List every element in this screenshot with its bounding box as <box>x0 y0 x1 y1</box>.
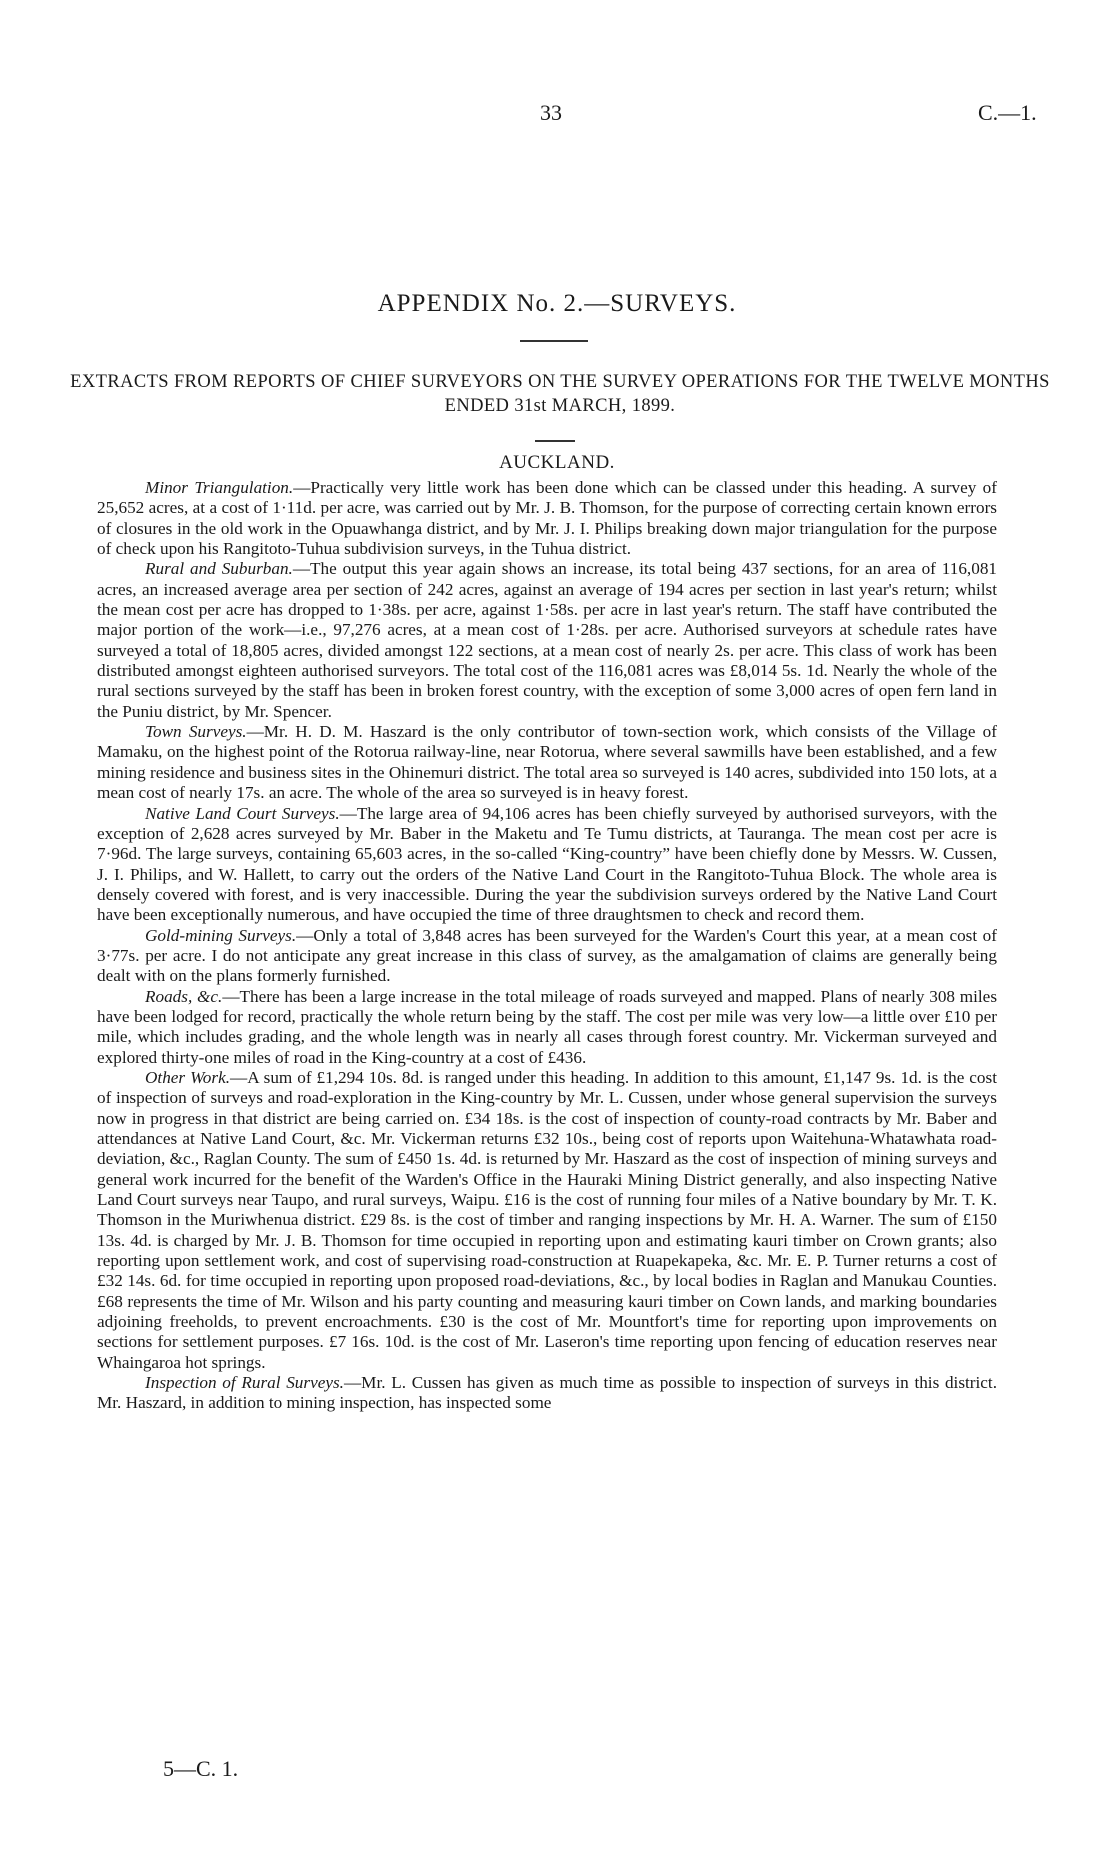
paragraph-heading: Other Work. <box>145 1067 231 1087</box>
paragraph-heading: Roads, &c. <box>145 986 223 1006</box>
region-heading: AUCKLAND. <box>499 452 615 473</box>
paragraph <box>97 987 997 1068</box>
paragraph-text: —Mr. H. D. M. Haszard is the only contributor of town-section work, which consists of the Village of Mamaku, on the highest point of the Rotorua railway-line, near Rotorua, where several sawmills have been established, and a few mining residence and business sites in the Ohinemuri district. The total area so surveyed is 140 acres, subdivided into 150 lots, at a mean cost of nearly 17s. an acre. The whole of the area so surveyed is in heavy forest. <box>97 722 998 803</box>
body-text <box>97 478 997 1414</box>
paragraph-text: —The large area of 94,106 acres has been chiefly surveyed by authorised surveyors, with the exception of 2,628 acres surveyed by Mr. Baber in the Maketu and Te Tumu districts, at Tauranga. The mean cost per acre is 7·96d. The large surveys, containing 65,603 acres, in the so-called “King-country” have been chiefly done by Messrs. W. Cussen, J. I. Philips, and W. Hallett, to carry out the orders of the Native Land Court in the Rangitoto-Tuhua Block. The whole area is densely covered with forest, and is very inaccessible. During the year the subdivision surveys ordered by the Native Land Court have been exceptionally numerous, and have occupied the time of three draughtsmen to check and record them. <box>97 803 997 925</box>
paragraph-text: —The output this year again shows an increase, its total being 437 sections, for an area of 116,081 acres, an increased average area per section of 242 acres, against an average of 194 acres per section in last year's return; whilst the mean cost per acre has dropped to 1·38s. per acre, against 1·58s. per acre in last year's return. The staff have contributed the major portion of the work—i.e., 97,276 acres, at a mean cost of 1·28s. per acre. Authorised surveyors at schedule rates have surveyed a total of 18,805 acres, divided amongst 122 sections, at a mean cost of nearly 2s. per acre. This class of work has been distributed amongst eighteen authorised surveyors. The total cost of the 116,081 acres was £8,014 5s. 1d. Nearly the whole of the rural sections surveyed by the staff has been in broken forest country, with the exception of some 3,000 acres of open fern land in the Puniu district, by Mr. Spencer. <box>97 559 998 721</box>
paragraph <box>97 926 997 987</box>
paragraph-text: —There has been a large increase in the total mileage of roads surveyed and mapped. Plans of nearly 308 miles have been lodged for record, practically the whole return being by the staff. The cost per mile was very low—a little over £10 per mile, which includes grading, and the whole length was in nearly all cases through forest country. Mr. Vickerman surveyed and explored thirty-one miles of road in the King-country at a cost of £436. <box>97 986 998 1067</box>
paragraph <box>97 559 997 722</box>
paragraph-heading: Native Land Court Surveys. <box>145 803 340 823</box>
paragraph <box>97 478 997 559</box>
paragraph-heading: Gold-mining Surveys. <box>145 925 297 945</box>
paragraph <box>97 722 997 803</box>
paragraph <box>97 1068 997 1373</box>
page-signature: 5—C. 1. <box>163 1756 239 1781</box>
paragraph-heading: Inspection of Rural Surveys. <box>145 1373 344 1393</box>
paragraph-text: —Mr. L. Cussen has given as much time as possible to inspection of surveys in this district. Mr. Haszard, in addition to mining inspection, has inspected some <box>97 1373 998 1413</box>
paragraph-text: —Practically very little work has been done which can be classed under this heading. A survey of 25,652 acres, at a cost of 1·11d. per acre, was carried out by Mr. J. B. Thomson, for the purpose of correcting certain known errors of closures in the old work in the Opuawhanga district, and by Mr. J. I. Philips breaking down major triangulation for the purpose of check upon his Rangitoto-Tuhua subdivision surveys, in the Tuhua district. <box>97 478 997 559</box>
divider <box>535 440 575 442</box>
page-number: 33 <box>540 100 562 125</box>
paragraph-text: —A sum of £1,294 10s. 8d. is ranged under this heading. In addition to this amount, £1,147 9s. 1d. is the cost of inspection of surveys and road-exploration in the King-country by Mr. L. Cussen, under whose general supervision the surveys now in progress in that district are being carried on. £34 18s. is the cost of inspection of county-road contracts by Mr. Baber and attendances at Native Land Court, &c. Mr. Vickerman returns £32 10s., being cost of reports upon Waitehuna-Whatawhata road-deviation, &c., Raglan County. The sum of £450 1s. 4d. is returned by Mr. Haszard as the cost of inspection of mining surveys and general work incurred for the benefit of the Warden's Office in the Hauraki Mining District generally, and also inspecting Native Land Court surveys near Taupo, and rural surveys, Waipu. £16 is the cost of running four miles of a Native boundary by Mr. T. K. Thomson in the Muriwhenua district. £29 8s. is the cost of timber and ranging inspections by Mr. H. A. Warner. The sum of £150 13s. 4d. is charged by Mr. J. B. Thomson for time occupied in reporting upon and estimating kauri timber on Crown grants; also reporting upon settlement work, and cost of supervising road-construction at Ruapekapeka, &c. Mr. E. P. Turner returns a cost of £32 14s. 6d. for time occupied in reporting upon proposed road-deviations, &c., by local bodies in Raglan and Manukau Counties. £68 represents the time of Mr. Wilson and his party counting and measuring kauri timber on Cown lands, and marking boundaries adjoining freeholds, to prevent encroachments. £30 is the cost of Mr. Mountfort's time for reporting upon improvements on sections for settlement purposes. £7 16s. 10d. is the cost of Mr. Laseron's time reporting upon fencing of education reserves near Whaingaroa hot springs. <box>97 1067 997 1372</box>
page-title: APPENDIX No. 2.—SURVEYS. <box>377 290 737 317</box>
subtitle: EXTRACTS FROM REPORTS OF CHIEF SURVEYORS ON THE SURVEY OPERATIONS FOR THE TWELVE MONTHS ENDED 31st MARCH, 1899. <box>70 372 1050 416</box>
divider <box>520 340 588 342</box>
series-label: C.—1. <box>978 100 1037 125</box>
paragraph-heading: Minor Triangulation. <box>145 478 294 497</box>
paragraph-heading: Rural and Suburban. <box>145 559 293 579</box>
paragraph <box>97 804 997 926</box>
paragraph <box>97 1373 997 1414</box>
paragraph-heading: Town Surveys. <box>145 722 247 742</box>
paragraph-text: —Only a total of 3,848 acres has been surveyed for the Warden's Court this year, at a mean cost of 3·77s. per acre. I do not anticipate any great increase in this class of survey, as the amalgamation of claims are generally being dealt with on the plans formerly furnished. <box>97 925 997 986</box>
